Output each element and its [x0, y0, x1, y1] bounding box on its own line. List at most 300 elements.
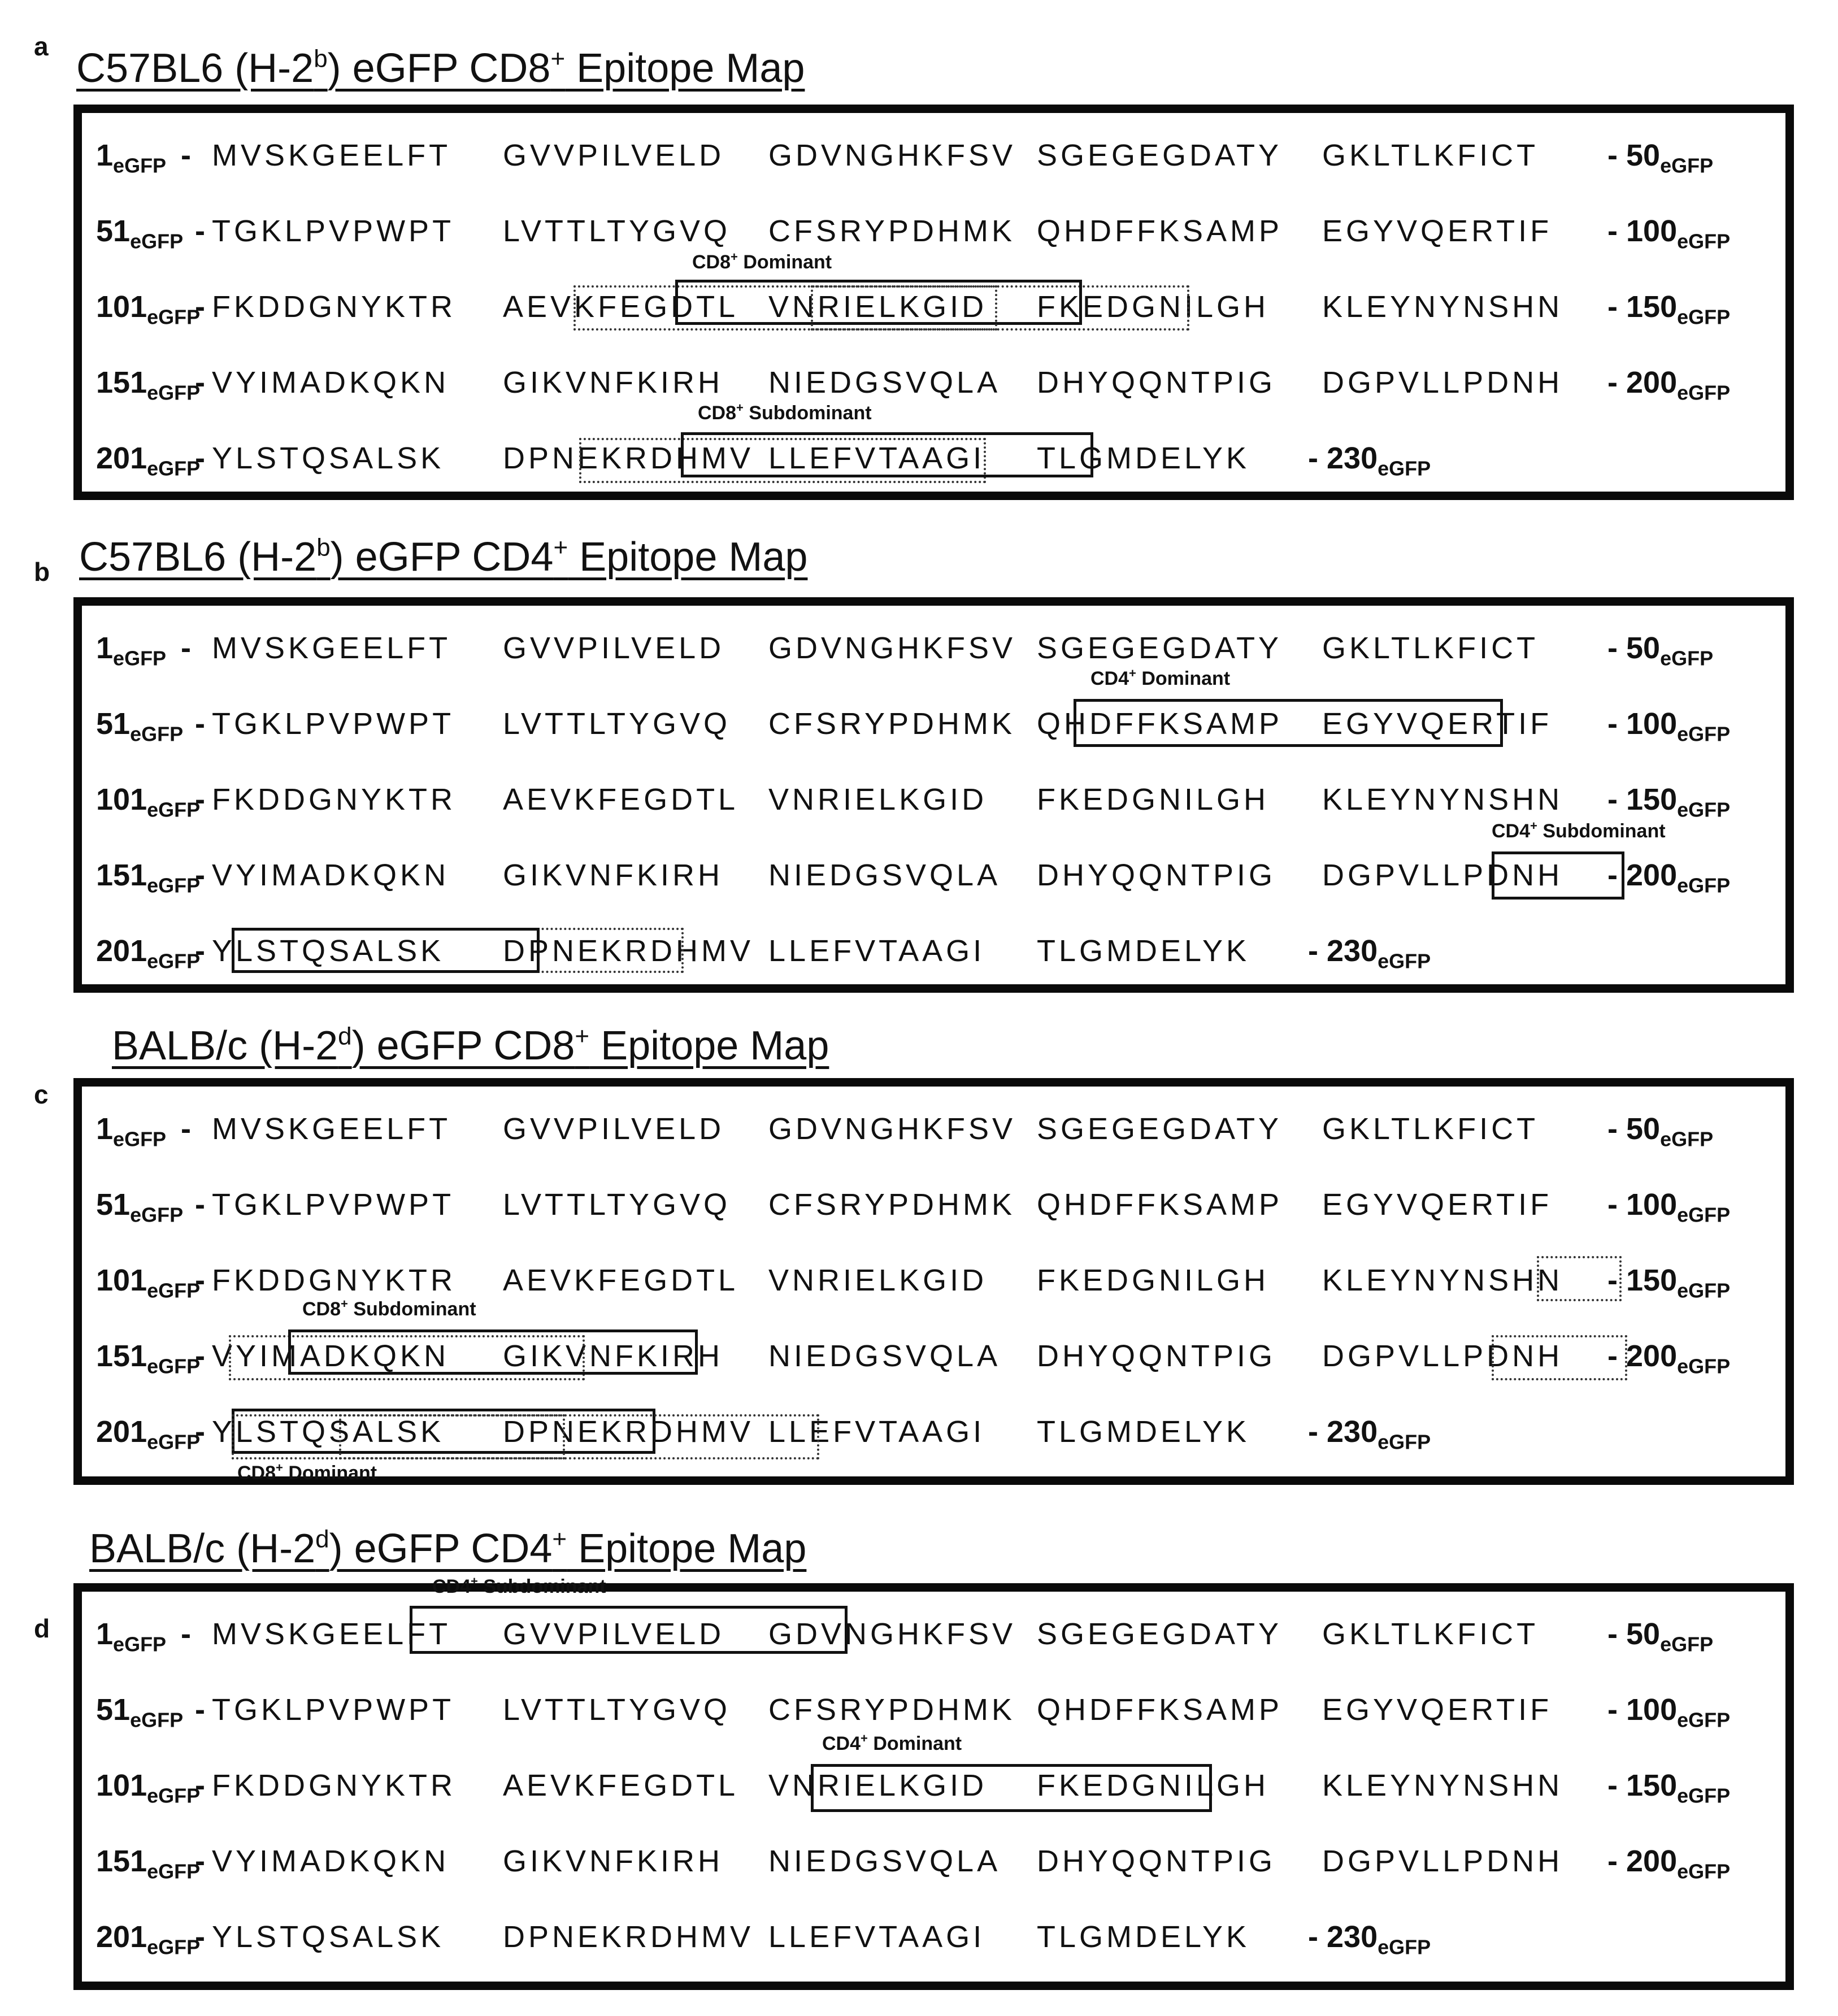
sequence-segment: QHDFFKSAMP	[1037, 214, 1283, 248]
sequence-segment: VNRIELKGID	[768, 290, 988, 324]
sequence-segment: MVSKGEELFT	[212, 1617, 451, 1651]
sequence-segment: LLEFVTAAGI	[768, 441, 985, 475]
end-position-label	[1607, 1185, 1731, 1227]
egfp-subscript: eGFP	[113, 1632, 167, 1656]
sequence-segment: KLEYNYNSHN	[1322, 290, 1563, 324]
sequence-segment: GDVNGHKFSV	[768, 138, 1016, 172]
sequence-segment: TGKLPVPWPT	[212, 214, 455, 248]
sequence-segment: YLSTQSALSK	[212, 441, 445, 475]
end-dash: -	[1607, 138, 1626, 172]
epitope-box-dotted	[1537, 1256, 1622, 1301]
panel-letter: c	[34, 1080, 49, 1109]
sequence-segment: SGEGEGDATY	[1037, 138, 1283, 172]
sequence-row	[82, 628, 1777, 668]
egfp-subscript: eGFP	[147, 1354, 201, 1378]
end-number: 100	[1626, 1188, 1678, 1222]
egfp-subscript: eGFP	[147, 949, 201, 973]
sequence-segment: NIEDGSVQLA	[768, 1844, 1001, 1878]
sequence-row	[82, 1261, 1777, 1300]
end-number: 230	[1327, 934, 1378, 968]
egfp-subscript: eGFP	[147, 457, 201, 480]
epitope-label-sup: +	[1129, 666, 1136, 680]
panel-title	[79, 534, 807, 580]
end-dash: -	[1607, 783, 1626, 816]
epitope-box	[410, 1606, 848, 1654]
epitope-label-cd: CD4	[1090, 668, 1129, 689]
epitope-box-dotted	[811, 285, 997, 331]
sequence-segment: DGPVLLPDNH	[1322, 1844, 1563, 1878]
sequence-segment: SGEGEGDATY	[1037, 1617, 1283, 1651]
egfp-subscript: eGFP	[130, 1708, 184, 1732]
egfp-subscript: eGFP	[147, 1784, 201, 1808]
epitope-label	[698, 402, 872, 424]
title-haplotype: b	[314, 45, 328, 73]
end-number: 200	[1626, 858, 1678, 892]
egfp-subscript: eGFP	[1677, 229, 1731, 253]
sequence-segment: FKDDGNYKTR	[212, 1769, 457, 1802]
epitope-label-text: Subdominant	[743, 402, 872, 424]
epitope-map-box	[73, 105, 1794, 500]
sequence-segment: EGYVQERTIF	[1322, 707, 1553, 741]
end-position-label	[1607, 1766, 1731, 1808]
end-dash: -	[1607, 858, 1626, 892]
sequence-segment: VNRIELKGID	[768, 1263, 988, 1297]
sequence-segment: DGPVLLPDNH	[1322, 366, 1563, 399]
sequence-segment: GVVPILVELD	[503, 631, 725, 665]
end-number: 50	[1626, 1617, 1661, 1651]
end-dash: -	[1308, 1415, 1327, 1449]
sequence-segment: GIKVNFKIRH	[503, 1844, 724, 1878]
sequence-segment: CFSRYPDHMK	[768, 707, 1016, 741]
sequence-segment: MVSKGEELFT	[212, 631, 451, 665]
end-position-label	[1607, 1261, 1730, 1300]
start-number: 101	[96, 290, 147, 324]
epitope-label	[237, 1462, 377, 1484]
sequence-segment: TGKLPVPWPT	[212, 1693, 455, 1727]
end-dash: -	[1607, 1617, 1626, 1651]
start-position-label	[96, 1261, 200, 1300]
end-number: 100	[1626, 1693, 1678, 1727]
epitope-label-cd: CD4	[1492, 820, 1531, 842]
end-position-label	[1607, 211, 1730, 251]
sequence-row	[82, 1109, 1777, 1149]
title-prefix: BALB/c (H-2	[112, 1023, 338, 1068]
sequence-segment: DPNEKRDHMV	[503, 1920, 754, 1954]
sequence-row	[82, 1614, 1777, 1654]
egfp-subscript: eGFP	[130, 722, 184, 746]
end-dash: -	[1607, 631, 1626, 665]
epitope-label-text: Subdominant	[1537, 820, 1666, 842]
dash-separator: -	[195, 366, 205, 399]
title-mid: ) eGFP CD4	[329, 1526, 553, 1571]
sequence-segment: LVTTLTYGVQ	[503, 707, 731, 741]
end-number: 50	[1626, 138, 1661, 172]
sequence-segment: GDVNGHKFSV	[768, 1112, 1016, 1146]
sequence-segment: DHYQQNTPIG	[1037, 1339, 1276, 1373]
dash-separator: -	[181, 138, 191, 172]
dash-separator: -	[195, 783, 205, 816]
egfp-subscript: eGFP	[147, 381, 201, 405]
epitope-label	[822, 1733, 962, 1755]
end-position-label	[1308, 1917, 1431, 1957]
end-dash: -	[1308, 441, 1327, 475]
egfp-subscript: eGFP	[147, 1935, 201, 1959]
panel-title	[112, 1023, 829, 1069]
epitope-label	[1492, 820, 1666, 842]
sequence-segment: GKLTLKFICT	[1322, 631, 1539, 665]
sequence-segment: SGEGEGDATY	[1037, 1112, 1283, 1146]
start-number: 1	[96, 1617, 114, 1651]
end-number: 230	[1327, 1415, 1378, 1449]
start-position-label	[96, 1412, 200, 1452]
epitope-label-sup: +	[1530, 818, 1537, 833]
epitope-label-sup: +	[861, 1731, 868, 1745]
end-position-label	[1607, 287, 1730, 327]
panel-title	[76, 45, 805, 92]
sequence-segment: GIKVNFKIRH	[503, 1339, 724, 1373]
start-position-label	[96, 1917, 200, 1957]
egfp-subscript: eGFP	[1378, 949, 1431, 973]
epitope-label-text: Dominant	[1136, 668, 1231, 689]
title-superscript: +	[552, 1525, 567, 1553]
end-number: 150	[1626, 1769, 1678, 1802]
sequence-segment: YLSTQSALSK	[212, 934, 445, 968]
sequence-segment: FKEDGNILGH	[1037, 290, 1270, 324]
sequence-segment: DPNEKRDHMV	[503, 1415, 754, 1449]
end-position-label	[1308, 438, 1431, 478]
sequence-segment: TLGMDELYK	[1037, 934, 1250, 968]
sequence-segment: AEVKFEGDTL	[503, 783, 739, 816]
title-suffix: Epitope Map	[567, 1526, 807, 1571]
sequence-segment: MVSKGEELFT	[212, 138, 451, 172]
end-position-label	[1607, 704, 1730, 744]
panel-letter: b	[34, 557, 50, 586]
epitope-box	[811, 1764, 1212, 1812]
egfp-subscript: eGFP	[113, 154, 167, 177]
end-position-label	[1607, 1841, 1730, 1881]
egfp-subscript: eGFP	[147, 874, 201, 897]
end-number: 150	[1626, 1263, 1678, 1297]
end-dash: -	[1607, 1188, 1626, 1222]
sequence-segment: EGYVQERTIF	[1322, 1693, 1553, 1727]
sequence-segment: GVVPILVELD	[503, 1617, 725, 1651]
egfp-subscript: eGFP	[1677, 1279, 1731, 1302]
sequence-segment: VYIMADKQKN	[212, 858, 450, 892]
epitope-label-cd: CD4	[822, 1733, 861, 1754]
start-number: 151	[96, 1844, 147, 1878]
end-position-label	[1308, 931, 1431, 971]
epitope-label-sup: +	[731, 249, 738, 264]
sequence-segment: FKEDGNILGH	[1037, 783, 1270, 816]
dash-separator: -	[195, 1188, 205, 1222]
egfp-subscript: eGFP	[1660, 154, 1714, 177]
title-suffix: Epitope Map	[568, 535, 808, 580]
start-number: 1	[96, 631, 114, 665]
end-dash: -	[1607, 214, 1626, 248]
title-prefix: C57BL6 (H-2	[79, 535, 317, 580]
sequence-segment: KLEYNYNSHN	[1322, 1769, 1563, 1802]
end-number: 150	[1626, 783, 1678, 816]
start-position-label	[96, 363, 201, 405]
egfp-subscript: eGFP	[1677, 798, 1731, 822]
start-number: 201	[96, 1415, 147, 1449]
sequence-segment: GDVNGHKFSV	[768, 1617, 1016, 1651]
epitope-label-text: Dominant	[283, 1462, 377, 1484]
sequence-segment: AEVKFEGDTL	[503, 1769, 739, 1802]
dash-separator: -	[195, 858, 205, 892]
egfp-subscript: eGFP	[1378, 1430, 1431, 1454]
sequence-segment: VNRIELKGID	[768, 1769, 988, 1802]
end-dash: -	[1607, 1844, 1626, 1878]
start-number: 151	[96, 858, 147, 892]
sequence-segment: DPNEKRDHMV	[503, 441, 754, 475]
sequence-segment: YLSTQSALSK	[212, 1415, 445, 1449]
epitope-label-sup: +	[341, 1296, 348, 1311]
sequence-segment: TLGMDELYK	[1037, 441, 1250, 475]
epitope-label-cd: CD8	[692, 251, 731, 273]
end-dash: -	[1607, 1693, 1626, 1727]
title-prefix: BALB/c (H-2	[89, 1526, 316, 1571]
sequence-segment: DGPVLLPDNH	[1322, 858, 1563, 892]
sequence-segment: SGEGEGDATY	[1037, 631, 1283, 665]
epitope-map-box	[73, 597, 1794, 993]
dash-separator: -	[195, 934, 205, 968]
start-position-label	[96, 1841, 200, 1881]
sequence-row	[82, 1185, 1777, 1227]
egfp-subscript: eGFP	[1677, 1859, 1731, 1883]
egfp-subscript: eGFP	[1677, 1354, 1731, 1378]
end-number: 100	[1626, 707, 1678, 741]
end-number: 50	[1626, 1112, 1661, 1146]
sequence-segment: FKEDGNILGH	[1037, 1263, 1270, 1297]
epitope-label	[692, 251, 832, 273]
epitope-label	[302, 1298, 476, 1320]
start-position-label	[96, 1336, 200, 1376]
end-dash: -	[1607, 1339, 1626, 1373]
sequence-segment: CFSRYPDHMK	[768, 1188, 1016, 1222]
sequence-segment: YLSTQSALSK	[212, 1920, 445, 1954]
title-haplotype: d	[315, 1525, 329, 1553]
sequence-segment: GKLTLKFICT	[1322, 1112, 1539, 1146]
epitope-label-cd: CD8	[237, 1462, 276, 1484]
end-number: 200	[1626, 1844, 1678, 1878]
egfp-subscript: eGFP	[1677, 722, 1731, 746]
start-number: 151	[96, 366, 147, 399]
sequence-segment: NIEDGSVQLA	[768, 366, 1001, 399]
egfp-subscript: eGFP	[147, 1430, 201, 1454]
epitope-map-box	[73, 1574, 1794, 1990]
start-position-label	[96, 211, 183, 251]
epitope-label-sup: +	[736, 400, 744, 415]
egfp-subscript: eGFP	[130, 1203, 184, 1227]
start-position-label	[96, 1614, 166, 1654]
dash-separator: -	[195, 1693, 205, 1727]
sequence-segment: DPNEKRDHMV	[503, 934, 754, 968]
sequence-segment: DHYQQNTPIG	[1037, 366, 1276, 399]
epitope-label	[432, 1576, 606, 1598]
sequence-segment: CFSRYPDHMK	[768, 214, 1016, 248]
start-number: 1	[96, 1112, 114, 1146]
sequence-segment: EGYVQERTIF	[1322, 214, 1553, 248]
dash-separator: -	[195, 214, 205, 248]
end-position-label	[1607, 1614, 1713, 1654]
panel-title	[89, 1526, 806, 1572]
sequence-segment: LVTTLTYGVQ	[503, 214, 731, 248]
end-number: 100	[1626, 214, 1678, 248]
start-number: 101	[96, 1263, 147, 1297]
end-number: 230	[1327, 441, 1378, 475]
end-number: 50	[1626, 631, 1661, 665]
sequence-segment: TGKLPVPWPT	[212, 1188, 455, 1222]
end-position-label	[1607, 363, 1731, 405]
epitope-box	[232, 928, 540, 973]
end-position-label	[1607, 1690, 1730, 1730]
sequence-row	[82, 1690, 1777, 1730]
start-position-label	[96, 1185, 184, 1227]
sequence-row	[82, 704, 1777, 744]
start-position-label	[96, 1109, 166, 1149]
end-dash: -	[1607, 290, 1626, 324]
epitope-box	[1074, 699, 1503, 747]
sequence-segment: LVTTLTYGVQ	[503, 1693, 731, 1727]
start-position-label	[96, 628, 166, 668]
epitope-label-text: Subdominant	[477, 1576, 606, 1597]
start-position-label	[96, 780, 201, 822]
start-position-label	[96, 931, 200, 971]
epitope-box-dotted	[1492, 1335, 1627, 1380]
title-suffix: Epitope Map	[589, 1023, 829, 1068]
end-dash: -	[1607, 707, 1626, 741]
sequence-row	[82, 1841, 1777, 1881]
sequence-segment: FKDDGNYKTR	[212, 1263, 457, 1297]
title-prefix: C57BL6 (H-2	[76, 46, 314, 91]
epitope-label	[1090, 668, 1230, 690]
end-position-label	[1607, 628, 1713, 668]
epitope-box	[1492, 851, 1624, 900]
egfp-subscript: eGFP	[113, 646, 167, 670]
start-number: 201	[96, 1920, 147, 1954]
dash-separator: -	[195, 290, 205, 324]
end-position-label	[1607, 855, 1730, 895]
epitope-label-text: Dominant	[867, 1733, 962, 1754]
sequence-segment: GIKVNFKIRH	[503, 858, 724, 892]
sequence-segment: FKDDGNYKTR	[212, 290, 457, 324]
end-dash: -	[1607, 1263, 1626, 1297]
dash-separator: -	[195, 707, 205, 741]
title-superscript: +	[553, 533, 568, 562]
epitope-label-text: Subdominant	[347, 1298, 476, 1320]
sequence-segment: LVTTLTYGVQ	[503, 1188, 731, 1222]
sequence-segment: VYIMADKQKN	[212, 1339, 450, 1373]
sequence-segment: GKLTLKFICT	[1322, 138, 1539, 172]
egfp-subscript: eGFP	[147, 1279, 201, 1302]
egfp-subscript: eGFP	[1677, 1203, 1731, 1227]
sequence-segment: MVSKGEELFT	[212, 1112, 451, 1146]
end-dash: -	[1308, 934, 1327, 968]
start-number: 101	[96, 1769, 147, 1802]
start-number: 201	[96, 441, 147, 475]
dash-separator: -	[195, 1339, 205, 1373]
end-number: 200	[1626, 1339, 1678, 1373]
epitope-box	[681, 432, 1093, 477]
start-number: 51	[96, 214, 131, 248]
dash-separator: -	[195, 441, 205, 475]
egfp-subscript: eGFP	[1378, 457, 1431, 480]
sequence-segment: VYIMADKQKN	[212, 366, 450, 399]
egfp-subscript: eGFP	[1677, 381, 1731, 405]
end-position-label	[1607, 780, 1731, 822]
title-haplotype: b	[316, 533, 331, 562]
sequence-segment: QHDFFKSAMP	[1037, 1693, 1283, 1727]
title-superscript: +	[575, 1022, 590, 1050]
sequence-segment: FKEDGNILGH	[1037, 1769, 1270, 1802]
dash-separator: -	[195, 1844, 205, 1878]
epitope-label-text: Dominant	[737, 251, 832, 273]
egfp-subscript: eGFP	[147, 798, 201, 822]
sequence-segment: LLEFVTAAGI	[768, 1415, 985, 1449]
egfp-subscript: eGFP	[130, 229, 184, 253]
start-position-label	[96, 1766, 201, 1808]
sequence-row	[82, 780, 1777, 822]
dash-separator: -	[195, 1263, 205, 1297]
end-dash: -	[1607, 1112, 1626, 1146]
egfp-subscript: eGFP	[147, 1859, 201, 1883]
start-position-label	[96, 1690, 183, 1730]
dash-separator: -	[195, 1920, 205, 1954]
end-position-label	[1308, 1412, 1431, 1452]
end-number: 230	[1327, 1920, 1378, 1954]
start-number: 51	[96, 707, 131, 741]
start-number: 1	[96, 138, 114, 172]
sequence-row	[82, 211, 1777, 251]
title-haplotype: d	[338, 1022, 352, 1050]
dash-separator: -	[181, 1112, 191, 1146]
sequence-segment: KLEYNYNSHN	[1322, 1263, 1563, 1297]
start-position-label	[96, 704, 183, 744]
epitope-label-sup: +	[276, 1460, 283, 1475]
sequence-segment: AEVKFEGDTL	[503, 290, 739, 324]
start-number: 101	[96, 783, 147, 816]
epitope-label-cd: CD8	[698, 402, 737, 424]
sequence-segment: LLEFVTAAGI	[768, 1920, 985, 1954]
epitope-box	[288, 1329, 698, 1375]
sequence-segment: AEVKFEGDTL	[503, 1263, 739, 1297]
title-superscript: +	[550, 45, 566, 73]
sequence-segment: KLEYNYNSHN	[1322, 783, 1563, 816]
egfp-subscript: eGFP	[1677, 874, 1731, 897]
egfp-subscript: eGFP	[1378, 1935, 1431, 1959]
sequence-row	[82, 363, 1777, 405]
end-dash: -	[1308, 1920, 1327, 1954]
sequence-row	[82, 136, 1777, 175]
panel-letter: a	[34, 32, 49, 61]
end-dash: -	[1607, 366, 1626, 399]
sequence-segment: LLEFVTAAGI	[768, 934, 985, 968]
egfp-subscript: eGFP	[1677, 1708, 1731, 1732]
epitope-label-cd: CD4	[432, 1576, 471, 1597]
start-position-label	[96, 855, 200, 895]
end-number: 200	[1626, 366, 1678, 399]
sequence-segment: VNRIELKGID	[768, 783, 988, 816]
end-dash: -	[1607, 1769, 1626, 1802]
sequence-segment: NIEDGSVQLA	[768, 858, 1001, 892]
start-number: 201	[96, 934, 147, 968]
sequence-segment: DHYQQNTPIG	[1037, 858, 1276, 892]
start-number: 51	[96, 1188, 131, 1222]
sequence-segment: GIKVNFKIRH	[503, 366, 724, 399]
dash-separator: -	[195, 1769, 205, 1802]
egfp-subscript: eGFP	[147, 305, 201, 329]
